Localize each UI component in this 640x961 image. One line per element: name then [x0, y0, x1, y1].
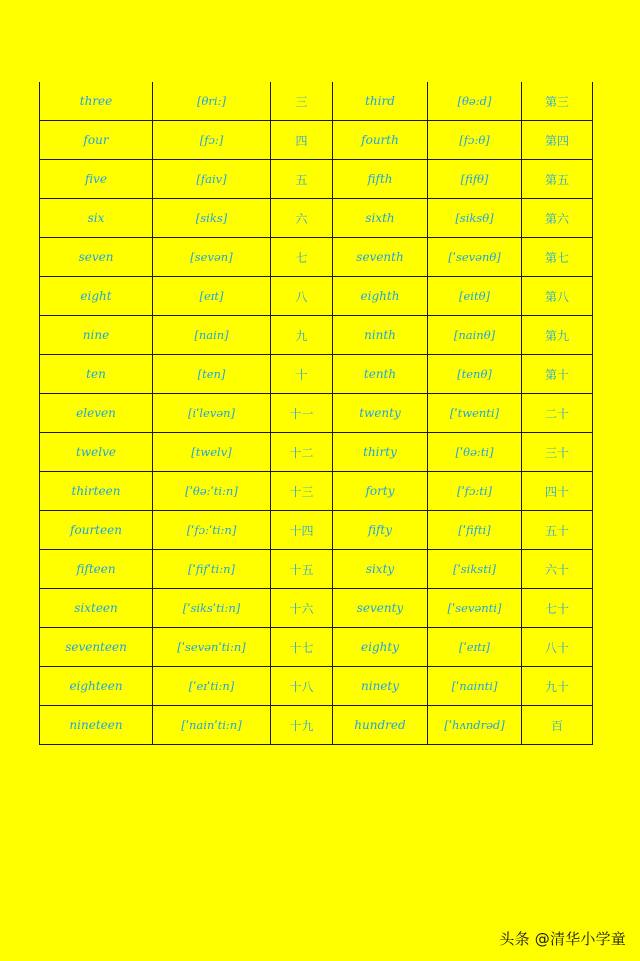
ordinal-phonetic: [ˈsevənθ]: [428, 238, 522, 277]
cardinal-chinese: 七: [271, 238, 333, 277]
cardinal-chinese: 十二: [271, 433, 333, 472]
ordinal-word: thirty: [333, 433, 428, 472]
cardinal-word: fifteen: [40, 550, 153, 589]
ordinal-chinese: 八十: [522, 628, 593, 667]
ordinal-word: ninety: [333, 667, 428, 706]
number-words-table: [39, 82, 593, 745]
ordinal-word: eighty: [333, 628, 428, 667]
cardinal-phonetic: [ˈsiksˈti:n]: [153, 589, 271, 628]
ordinal-word: forty: [333, 472, 428, 511]
ordinal-chinese: 五十: [522, 511, 593, 550]
cardinal-phonetic: [fɔ:]: [153, 121, 271, 160]
cardinal-word: ten: [40, 355, 153, 394]
cardinal-word: six: [40, 199, 153, 238]
ordinal-phonetic: [ˈfɔ:ti]: [428, 472, 522, 511]
ordinal-chinese: 第七: [522, 238, 593, 277]
cardinal-word: nineteen: [40, 706, 153, 745]
table-row: [40, 394, 593, 433]
table-row: [40, 433, 593, 472]
ordinal-phonetic: [ˈsevənti]: [428, 589, 522, 628]
table-row: [40, 589, 593, 628]
cardinal-phonetic: [twelv]: [153, 433, 271, 472]
ordinal-chinese: 第九: [522, 316, 593, 355]
ordinal-phonetic: [ˈnainti]: [428, 667, 522, 706]
ordinal-word: seventy: [333, 589, 428, 628]
ordinal-phonetic: [eitθ]: [428, 277, 522, 316]
cardinal-phonetic: [iˈlevən]: [153, 394, 271, 433]
ordinal-chinese: 第十: [522, 355, 593, 394]
ordinal-chinese: 四十: [522, 472, 593, 511]
ordinal-phonetic: [ˈfifti]: [428, 511, 522, 550]
cardinal-phonetic: [siks]: [153, 199, 271, 238]
table-row: [40, 628, 593, 667]
table-body: [40, 82, 593, 745]
table-row: [40, 316, 593, 355]
ordinal-phonetic: [fifθ]: [428, 160, 522, 199]
cardinal-chinese: 五: [271, 160, 333, 199]
ordinal-chinese: 第五: [522, 160, 593, 199]
cardinal-phonetic: [nain]: [153, 316, 271, 355]
table-row: [40, 355, 593, 394]
cardinal-word: thirteen: [40, 472, 153, 511]
table-row: [40, 160, 593, 199]
table-row: [40, 511, 593, 550]
ordinal-word: third: [333, 82, 428, 121]
ordinal-word: ninth: [333, 316, 428, 355]
cardinal-word: seventeen: [40, 628, 153, 667]
table-row: [40, 550, 593, 589]
table-row: [40, 706, 593, 745]
cardinal-phonetic: [ˈθə:ˈti:n]: [153, 472, 271, 511]
cardinal-chinese: 十: [271, 355, 333, 394]
ordinal-word: eighth: [333, 277, 428, 316]
ordinal-word: seventh: [333, 238, 428, 277]
cardinal-phonetic: [ˈfɔ:ˈti:n]: [153, 511, 271, 550]
cardinal-chinese: 十六: [271, 589, 333, 628]
cardinal-chinese: 三: [271, 82, 333, 121]
ordinal-chinese: 六十: [522, 550, 593, 589]
ordinal-word: sixth: [333, 199, 428, 238]
ordinal-phonetic: [siksθ]: [428, 199, 522, 238]
cardinal-word: sixteen: [40, 589, 153, 628]
ordinal-chinese: 七十: [522, 589, 593, 628]
ordinal-chinese: 二十: [522, 394, 593, 433]
ordinal-chinese: 第四: [522, 121, 593, 160]
cardinal-chinese: 十四: [271, 511, 333, 550]
ordinal-chinese: 三十: [522, 433, 593, 472]
cardinal-phonetic: [ˈeɪˈti:n]: [153, 667, 271, 706]
table-row: [40, 199, 593, 238]
table-row: [40, 238, 593, 277]
ordinal-phonetic: [nainθ]: [428, 316, 522, 355]
ordinal-chinese: 第八: [522, 277, 593, 316]
cardinal-chinese: 十七: [271, 628, 333, 667]
ordinal-chinese: 九十: [522, 667, 593, 706]
cardinal-word: three: [40, 82, 153, 121]
cardinal-chinese: 十九: [271, 706, 333, 745]
cardinal-phonetic: [θri:]: [153, 82, 271, 121]
ordinal-phonetic: [ˈtwenti]: [428, 394, 522, 433]
cardinal-word: eight: [40, 277, 153, 316]
table-row: [40, 277, 593, 316]
ordinal-phonetic: [tenθ]: [428, 355, 522, 394]
table-row: [40, 121, 593, 160]
ordinal-phonetic: [ˈsiksti]: [428, 550, 522, 589]
cardinal-phonetic: [ten]: [153, 355, 271, 394]
cardinal-chinese: 十一: [271, 394, 333, 433]
table-row: [40, 667, 593, 706]
cardinal-chinese: 十三: [271, 472, 333, 511]
cardinal-chinese: 十五: [271, 550, 333, 589]
cardinal-chinese: 八: [271, 277, 333, 316]
ordinal-word: tenth: [333, 355, 428, 394]
cardinal-word: seven: [40, 238, 153, 277]
ordinal-word: fourth: [333, 121, 428, 160]
cardinal-chinese: 六: [271, 199, 333, 238]
table-row: [40, 472, 593, 511]
cardinal-chinese: 四: [271, 121, 333, 160]
ordinal-phonetic: [ˈθə:ti]: [428, 433, 522, 472]
cardinal-word: twelve: [40, 433, 153, 472]
cardinal-phonetic: [eɪt]: [153, 277, 271, 316]
cardinal-word: nine: [40, 316, 153, 355]
ordinal-chinese: 第六: [522, 199, 593, 238]
ordinal-word: hundred: [333, 706, 428, 745]
ordinal-phonetic: [θə:d]: [428, 82, 522, 121]
ordinal-chinese: 百: [522, 706, 593, 745]
cardinal-word: fourteen: [40, 511, 153, 550]
cardinal-phonetic: [sevən]: [153, 238, 271, 277]
ordinal-word: sixty: [333, 550, 428, 589]
cardinal-phonetic: [ˈnainˈti:n]: [153, 706, 271, 745]
cardinal-phonetic: [faiv]: [153, 160, 271, 199]
cardinal-word: eleven: [40, 394, 153, 433]
cardinal-phonetic: [ˈfifˈti:n]: [153, 550, 271, 589]
cardinal-phonetic: [ˈsevənˈti:n]: [153, 628, 271, 667]
ordinal-chinese: 第三: [522, 82, 593, 121]
ordinal-phonetic: [ˈhʌndrəd]: [428, 706, 522, 745]
cardinal-chinese: 十八: [271, 667, 333, 706]
ordinal-word: fifty: [333, 511, 428, 550]
cardinal-word: four: [40, 121, 153, 160]
ordinal-phonetic: [fɔ:θ]: [428, 121, 522, 160]
cardinal-word: five: [40, 160, 153, 199]
watermark: 头条 @清华小学童: [499, 930, 626, 948]
ordinal-phonetic: [ˈeɪtɪ]: [428, 628, 522, 667]
table-row: [40, 82, 593, 121]
cardinal-word: eighteen: [40, 667, 153, 706]
cardinal-chinese: 九: [271, 316, 333, 355]
ordinal-word: twenty: [333, 394, 428, 433]
ordinal-word: fifth: [333, 160, 428, 199]
